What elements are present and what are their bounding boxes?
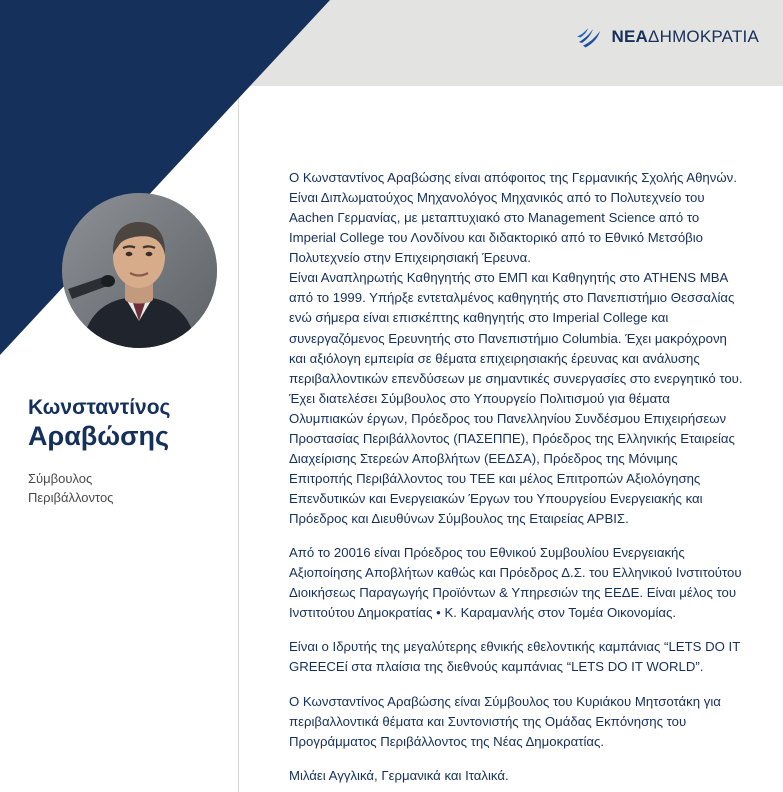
logo-word-dimokratia: ΔΗΜΟΚΡΑΤΙΑ (648, 27, 759, 46)
biography (289, 168, 744, 786)
logo-wordmark (612, 27, 759, 47)
bio-paragraph: Ο Κωνσταντίνος Αραβώσης είναι Σύμβουλος του Κυριάκου Μητσοτάκη για περιβαλλοντικά θέματα και Συντονιστής της Ομάδας Εκπόνησης του Προγράμματος Περιβάλλοντος της Νέας Δημοκρατίας. (289, 693, 721, 749)
role-line-2: Περιβάλλοντος (28, 490, 114, 506)
logo-word-nea: ΝΕΑ (611, 27, 649, 46)
first-name: Κωνσταντίνος (28, 396, 171, 419)
bio-paragraph: Ο Κωνσταντίνος Αραβώσης είναι απόφοιτος της Γερμανικής Σχολής Αθηνών. Είναι Διπλωματούχος Μηχανολόγος Μηχανικός από το Πολυτεχνείο του Aachen Γερμανίας, με μεταπτυχιακό στο Management Science από το Imperial College του Λονδίνου και διδακτορικό από το Εθνικό Μετσόβιο Πολυτεχνείο στην Επιχειρησιακή Έρευνα. (289, 170, 737, 266)
bio-paragraph: Από το 20016 είναι Πρόεδρος του Εθνικού Συμβουλίου Ενεργειακής Αξιοποίησης Αποβλήτων καθώς και Πρόεδρος Δ.Σ. του Ελληνικού Ινστιτούτου Διοικήσεως Παραγωγής Προϊόντων & Υπηρεσιών της ΕΕΔΕ. Είναι μέλος του Ινστιτούτου Δημοκρατίας • Κ. Καραμανλής στον Τομέα Οικονομίας. (289, 545, 742, 621)
party-logo (575, 22, 759, 52)
nd-flame-icon (575, 22, 605, 52)
name-block (28, 396, 233, 508)
role-line-1: Σύμβουλος (28, 471, 93, 487)
avatar (62, 193, 217, 348)
role-text (28, 470, 233, 508)
bio-paragraph: Είναι Αναπληρωτής Καθηγητής στο ΕΜΠ και Καθηγητής στο ATHENS MBA από το 1999. Υπήρξε εντεταλμένος καθηγητής στο Πανεπιστήμιο Θεσσαλίας ενώ σήμερα είναι επισκέπτης καθηγητής στο Imperial College και συνεργαζόμενος Ερευνητής στο Πανεπιστήμιο Columbia. Έχει μακρόχρονη και αξιόλογη εμπειρία σε θέματα επιχειρησιακής έρευνας και ανάλυσης περιβαλλοντικών επενδύσεων με σημαντικές συνεργασίες στο ενεργητικό του. Έχει διατελέσει Σύμβουλος στο Υπουργείο Πολιτισμού για θέματα Ολυμπιακών έργων, Πρόεδρος του Πανελληνίου Συνδέσμου Επιχειρήσεων Προστασίας Περιβάλλοντος (ΠΑΣΕΠΠΕ), Πρόεδρος της Ελληνικής Εταιρείας Διαχείρισης Στερεών Αποβλήτων (ΕΕΔΣΑ), Πρόεδρος της Μόνιμης Επιτροπής Περιβάλλοντος του ΤΕΕ και μέλος Επιτροπών Αξιολόγησης Επενδυτικών και Ενεργειακών Έργων του Υπουργείου Ενεργειακής και Πρόεδρος και Διευθύνων Σύμβουλος της Εταιρείας ΑΡΒΙΣ. (289, 270, 743, 527)
last-name: Αραβώσης (28, 421, 170, 452)
bio-paragraph: Είναι ο Ιδρυτής της μεγαλύτερης εθνικής εθελοντικής καμπάνιας “LETS DO IT GREECEί στα πλαίσια της διεθνούς καμπάνιας “LETS DO IT WORLD”. (289, 639, 741, 675)
bio-paragraph: Μιλάει Αγγλικά, Γερμανικά και Ιταλικά. (289, 767, 509, 783)
